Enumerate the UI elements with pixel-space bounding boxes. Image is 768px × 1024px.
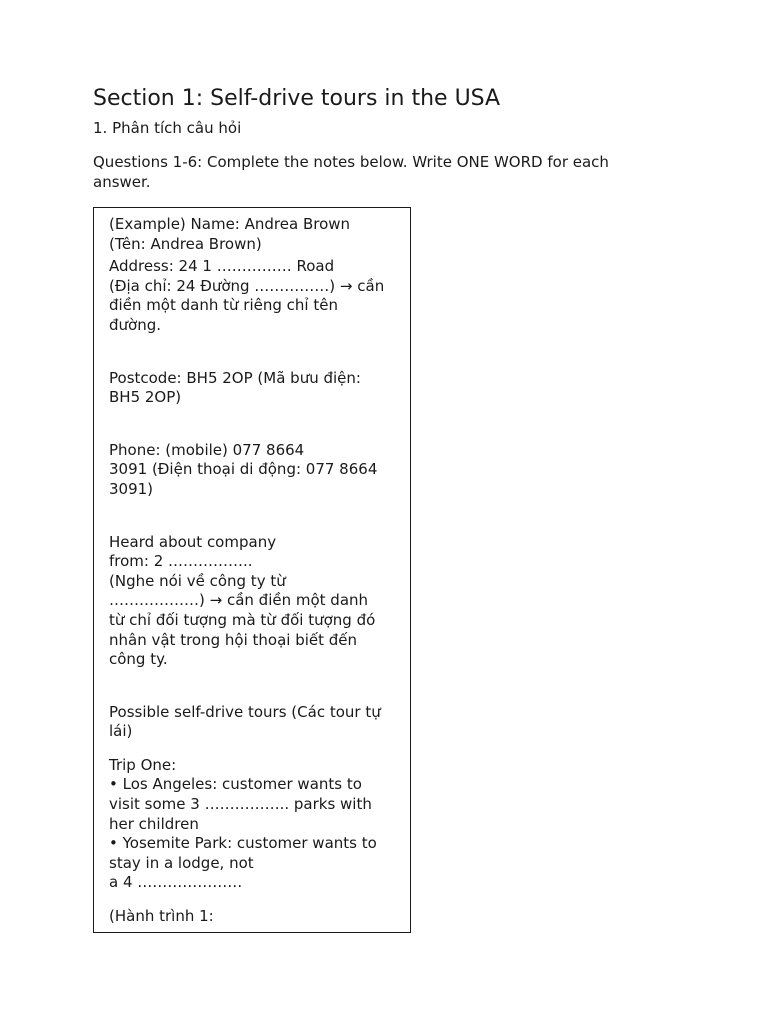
note-tours-heading: Possible self-drive tours (Các tour tự lái) bbox=[109, 702, 381, 741]
notes-box bbox=[93, 207, 411, 933]
note-trip-one: Trip One: • Los Angeles: customer wants to visit some 3 …………….. parks with her children • Yosemite Park: customer wants to stay in a lodge, not a 4 ………………… bbox=[109, 755, 377, 892]
note-example: (Example) Name: Andrea Brown (Tên: Andrea Brown) bbox=[109, 215, 351, 253]
note-trip-one-translation: (Hành trình 1: bbox=[109, 907, 214, 926]
question-instructions: Questions 1-6: Complete the notes below. Write ONE WORD for each answer. bbox=[93, 153, 609, 191]
section-subheading: 1. Phân tích câu hỏi bbox=[93, 119, 242, 137]
note-phone: Phone: (mobile) 077 8664 3091 (Điện thoại di động: 077 8664 3091) bbox=[109, 440, 378, 498]
page-title: Section 1: Self-drive tours in the USA bbox=[93, 86, 501, 111]
note-address: Address: 24 1 …………… Road (Địa chỉ: 24 Đường ……………) → cần điền một danh từ riêng chỉ tên đường. bbox=[109, 257, 385, 334]
note-postcode: Postcode: BH5 2OP (Mã bưu điện: BH5 2OP) bbox=[109, 368, 361, 407]
note-heard-about: Heard about company from: 2 …………….. (Nghe nói về công ty từ ………………) → cần điền một danh từ chỉ đối tượng mà từ đối tượng đó nhân vật trong hội thoại biết đến công ty. bbox=[109, 532, 376, 669]
